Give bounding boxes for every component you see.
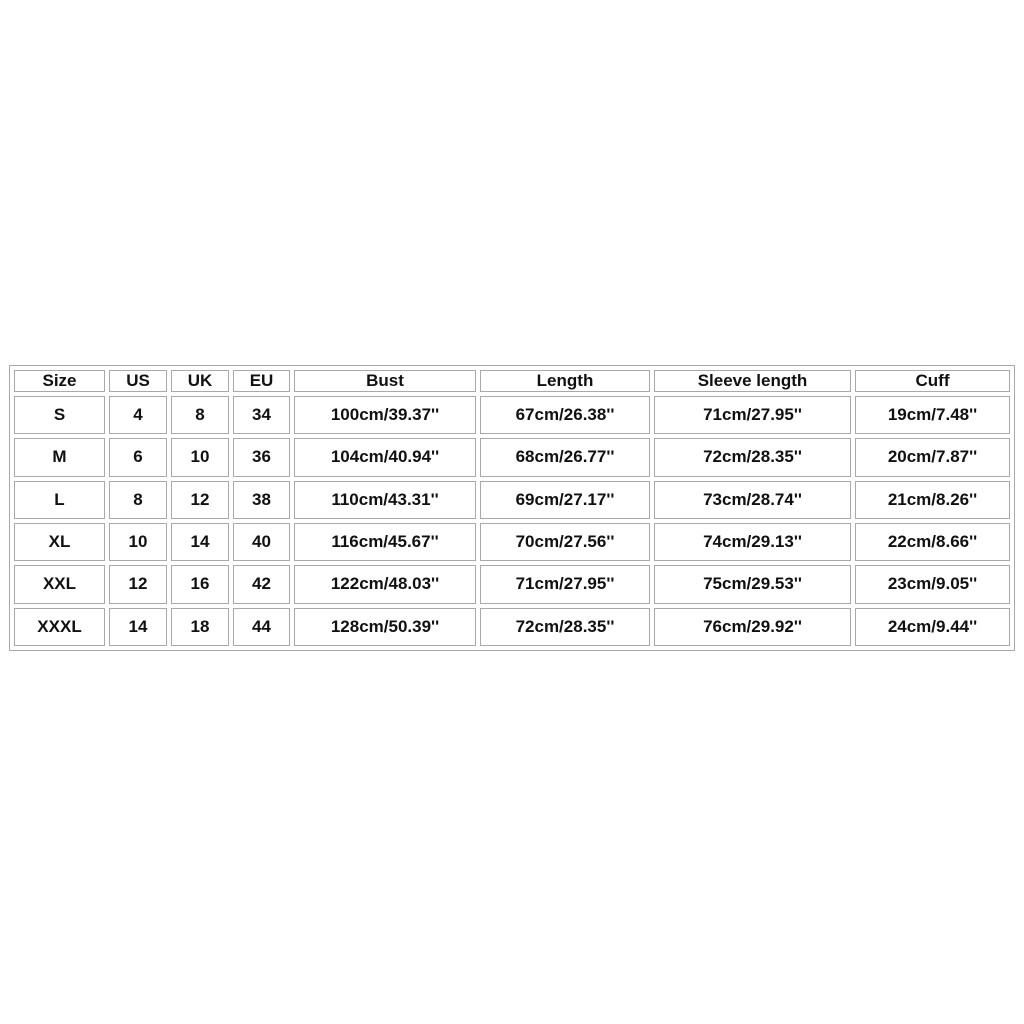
header-sleeve-length: Sleeve length <box>654 370 851 392</box>
cell-cuff: 22cm/8.66'' <box>855 523 1010 561</box>
cell-size: M <box>14 438 105 476</box>
table-row <box>14 481 1010 519</box>
cell-sleeve-length: 71cm/27.95'' <box>654 396 851 434</box>
cell-size: S <box>14 396 105 434</box>
cell-sleeve-length: 75cm/29.53'' <box>654 565 851 603</box>
cell-eu: 40 <box>233 523 290 561</box>
cell-us: 12 <box>109 565 167 603</box>
header-us: US <box>109 370 167 392</box>
table-row <box>14 396 1010 434</box>
cell-sleeve-length: 76cm/29.92'' <box>654 608 851 646</box>
header-uk: UK <box>171 370 229 392</box>
cell-sleeve-length: 72cm/28.35'' <box>654 438 851 476</box>
cell-uk: 12 <box>171 481 229 519</box>
cell-us: 6 <box>109 438 167 476</box>
cell-cuff: 24cm/9.44'' <box>855 608 1010 646</box>
cell-uk: 16 <box>171 565 229 603</box>
cell-us: 4 <box>109 396 167 434</box>
table-row <box>14 565 1010 603</box>
table-header-row <box>14 370 1010 392</box>
cell-uk: 18 <box>171 608 229 646</box>
cell-us: 8 <box>109 481 167 519</box>
header-cuff: Cuff <box>855 370 1010 392</box>
cell-bust: 122cm/48.03'' <box>294 565 476 603</box>
cell-length: 71cm/27.95'' <box>480 565 650 603</box>
cell-length: 72cm/28.35'' <box>480 608 650 646</box>
header-size: Size <box>14 370 105 392</box>
table-row <box>14 523 1010 561</box>
cell-sleeve-length: 74cm/29.13'' <box>654 523 851 561</box>
cell-bust: 104cm/40.94'' <box>294 438 476 476</box>
cell-size: XXL <box>14 565 105 603</box>
cell-bust: 110cm/43.31'' <box>294 481 476 519</box>
cell-size: XL <box>14 523 105 561</box>
cell-eu: 44 <box>233 608 290 646</box>
cell-cuff: 21cm/8.26'' <box>855 481 1010 519</box>
cell-eu: 38 <box>233 481 290 519</box>
cell-sleeve-length: 73cm/28.74'' <box>654 481 851 519</box>
cell-length: 67cm/26.38'' <box>480 396 650 434</box>
cell-cuff: 20cm/7.87'' <box>855 438 1010 476</box>
cell-size: L <box>14 481 105 519</box>
cell-cuff: 23cm/9.05'' <box>855 565 1010 603</box>
cell-length: 69cm/27.17'' <box>480 481 650 519</box>
cell-length: 70cm/27.56'' <box>480 523 650 561</box>
cell-length: 68cm/26.77'' <box>480 438 650 476</box>
size-chart-table <box>9 365 1015 651</box>
cell-us: 14 <box>109 608 167 646</box>
cell-uk: 10 <box>171 438 229 476</box>
cell-eu: 36 <box>233 438 290 476</box>
header-eu: EU <box>233 370 290 392</box>
cell-us: 10 <box>109 523 167 561</box>
cell-uk: 8 <box>171 396 229 434</box>
cell-eu: 34 <box>233 396 290 434</box>
cell-bust: 116cm/45.67'' <box>294 523 476 561</box>
cell-eu: 42 <box>233 565 290 603</box>
cell-bust: 100cm/39.37'' <box>294 396 476 434</box>
header-bust: Bust <box>294 370 476 392</box>
table-row <box>14 608 1010 646</box>
cell-bust: 128cm/50.39'' <box>294 608 476 646</box>
header-length: Length <box>480 370 650 392</box>
table-row <box>14 438 1010 476</box>
cell-uk: 14 <box>171 523 229 561</box>
cell-cuff: 19cm/7.48'' <box>855 396 1010 434</box>
cell-size: XXXL <box>14 608 105 646</box>
